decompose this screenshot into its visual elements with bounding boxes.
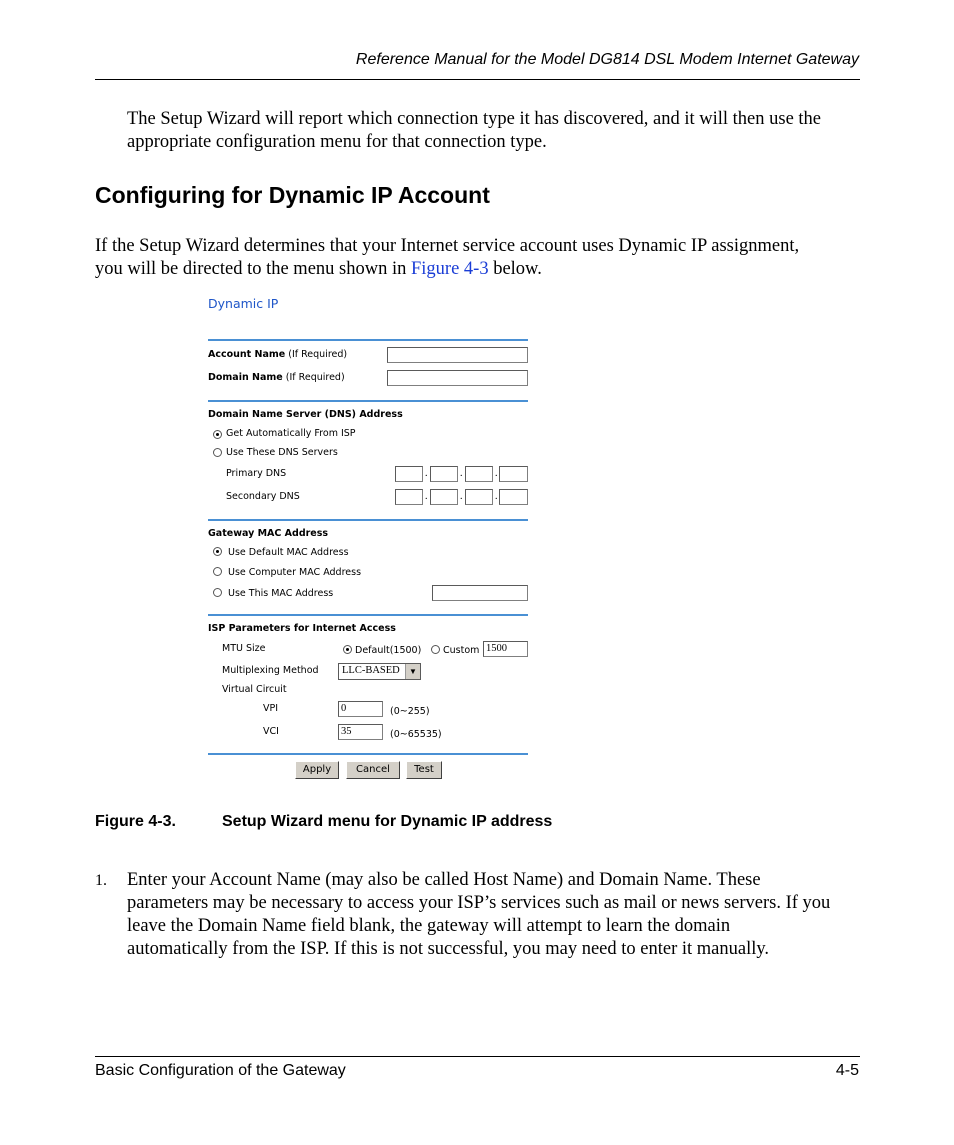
mtu-size-label: MTU Size — [222, 643, 266, 654]
mtu-default-radio[interactable] — [343, 645, 352, 654]
dns-manual-label: Use These DNS Servers — [226, 447, 338, 458]
form-divider-3 — [208, 519, 528, 521]
mac-computer-label: Use Computer MAC Address — [228, 567, 362, 578]
primary-dns-octet-2[interactable] — [430, 466, 458, 482]
intro-line-2: appropriate configuration menu for that connection type. — [127, 132, 547, 152]
cancel-button[interactable]: Cancel — [346, 761, 400, 779]
vpi-range: (0~255) — [390, 706, 430, 717]
mtu-custom-label: Custom — [443, 645, 480, 656]
vpi-label: VPI — [263, 703, 279, 714]
account-name-label: Account Name (If Required) — [208, 349, 348, 360]
footer-page-number: 4-5 — [835, 1062, 859, 1079]
multiplexing-label: Multiplexing Method — [222, 665, 319, 676]
form-divider-5 — [208, 753, 528, 755]
section-heading: Configuring for Dynamic IP Account — [95, 182, 490, 208]
mac-default-label: Use Default MAC Address — [228, 547, 349, 558]
chevron-down-icon[interactable]: ▼ — [405, 664, 420, 679]
form-divider-2 — [208, 400, 528, 402]
vpi-input[interactable]: 0 — [338, 701, 383, 717]
section-line-1: If the Setup Wizard determines that your Internet service account uses Dynamic IP assignment, — [95, 236, 800, 256]
virtual-circuit-label: Virtual Circuit — [222, 684, 287, 695]
domain-name-label: Domain Name (If Required) — [208, 372, 345, 383]
mac-this-radio[interactable] — [213, 588, 222, 597]
mac-computer-radio[interactable] — [213, 567, 222, 576]
footer-rule — [95, 1056, 860, 1057]
step-1-line-3: leave the Domain Name field blank, the gateway will attempt to learn the domain — [127, 916, 731, 936]
dns-auto-label: Get Automatically From ISP — [226, 428, 356, 439]
dns-auto-radio[interactable] — [213, 430, 222, 439]
isp-section-title: ISP Parameters for Internet Access — [208, 623, 396, 634]
figure-number: Figure 4-3. — [95, 813, 176, 830]
mtu-default-label: Default(1500) — [355, 645, 422, 656]
step-1-line-4: automatically from the ISP. If this is not successful, you may need to enter it manually. — [127, 939, 770, 959]
mac-this-label: Use This MAC Address — [228, 588, 334, 599]
mtu-custom-input[interactable]: 1500 — [483, 641, 528, 657]
secondary-dns-octet-1[interactable] — [395, 489, 423, 505]
primary-dns-octet-1[interactable] — [395, 466, 423, 482]
section-paragraph — [95, 235, 799, 281]
figure-caption: Setup Wizard menu for Dynamic IP address — [222, 813, 553, 830]
intro-line-1: The Setup Wizard will report which connection type it has discovered, and it will then use the — [127, 109, 822, 129]
account-name-input[interactable] — [387, 347, 528, 363]
step-number: 1. — [95, 872, 107, 889]
secondary-dns-octet-3[interactable] — [465, 489, 493, 505]
secondary-dns-octet-2[interactable] — [430, 489, 458, 505]
apply-button[interactable]: Apply — [295, 761, 339, 779]
multiplexing-value: LLC-BASED — [342, 665, 400, 676]
step-1-line-1: Enter your Account Name (may also be called Host Name) and Domain Name. These — [127, 870, 761, 890]
primary-dns-octet-4[interactable] — [499, 466, 528, 482]
secondary-dns-octet-4[interactable] — [499, 489, 528, 505]
secondary-dns-label: Secondary DNS — [226, 491, 300, 502]
mtu-custom-radio[interactable] — [431, 645, 440, 654]
mac-address-input[interactable] — [432, 585, 528, 601]
form-title: Dynamic IP — [208, 296, 279, 311]
form-divider-4 — [208, 614, 528, 616]
domain-name-input[interactable] — [387, 370, 528, 386]
footer-left: Basic Configuration of the Gateway — [95, 1062, 346, 1079]
primary-dns-label: Primary DNS — [226, 468, 287, 479]
vci-input[interactable]: 35 — [338, 724, 383, 740]
figure-link[interactable]: Figure 4-3 — [410, 259, 489, 279]
mac-section-title: Gateway MAC Address — [208, 528, 329, 539]
section-line-2: you will be directed to the menu shown in Figure 4-3 below. — [95, 259, 542, 279]
header-rule — [95, 79, 860, 80]
dns-section-title: Domain Name Server (DNS) Address — [208, 409, 403, 420]
primary-dns-octet-3[interactable] — [465, 466, 493, 482]
vci-label: VCI — [263, 726, 279, 737]
test-button[interactable]: Test — [406, 761, 442, 779]
step-1-text — [127, 869, 830, 961]
step-1-line-2: parameters may be necessary to access your ISP’s services such as mail or news servers. If you — [127, 893, 831, 913]
vci-range: (0~65535) — [390, 729, 442, 740]
form-divider-1 — [208, 339, 528, 341]
dns-manual-radio[interactable] — [213, 448, 222, 457]
running-header: Reference Manual for the Model DG814 DSL Modem Internet Gateway — [355, 51, 859, 68]
mac-default-radio[interactable] — [213, 547, 222, 556]
multiplexing-select[interactable] — [338, 663, 421, 680]
intro-paragraph — [127, 108, 821, 154]
